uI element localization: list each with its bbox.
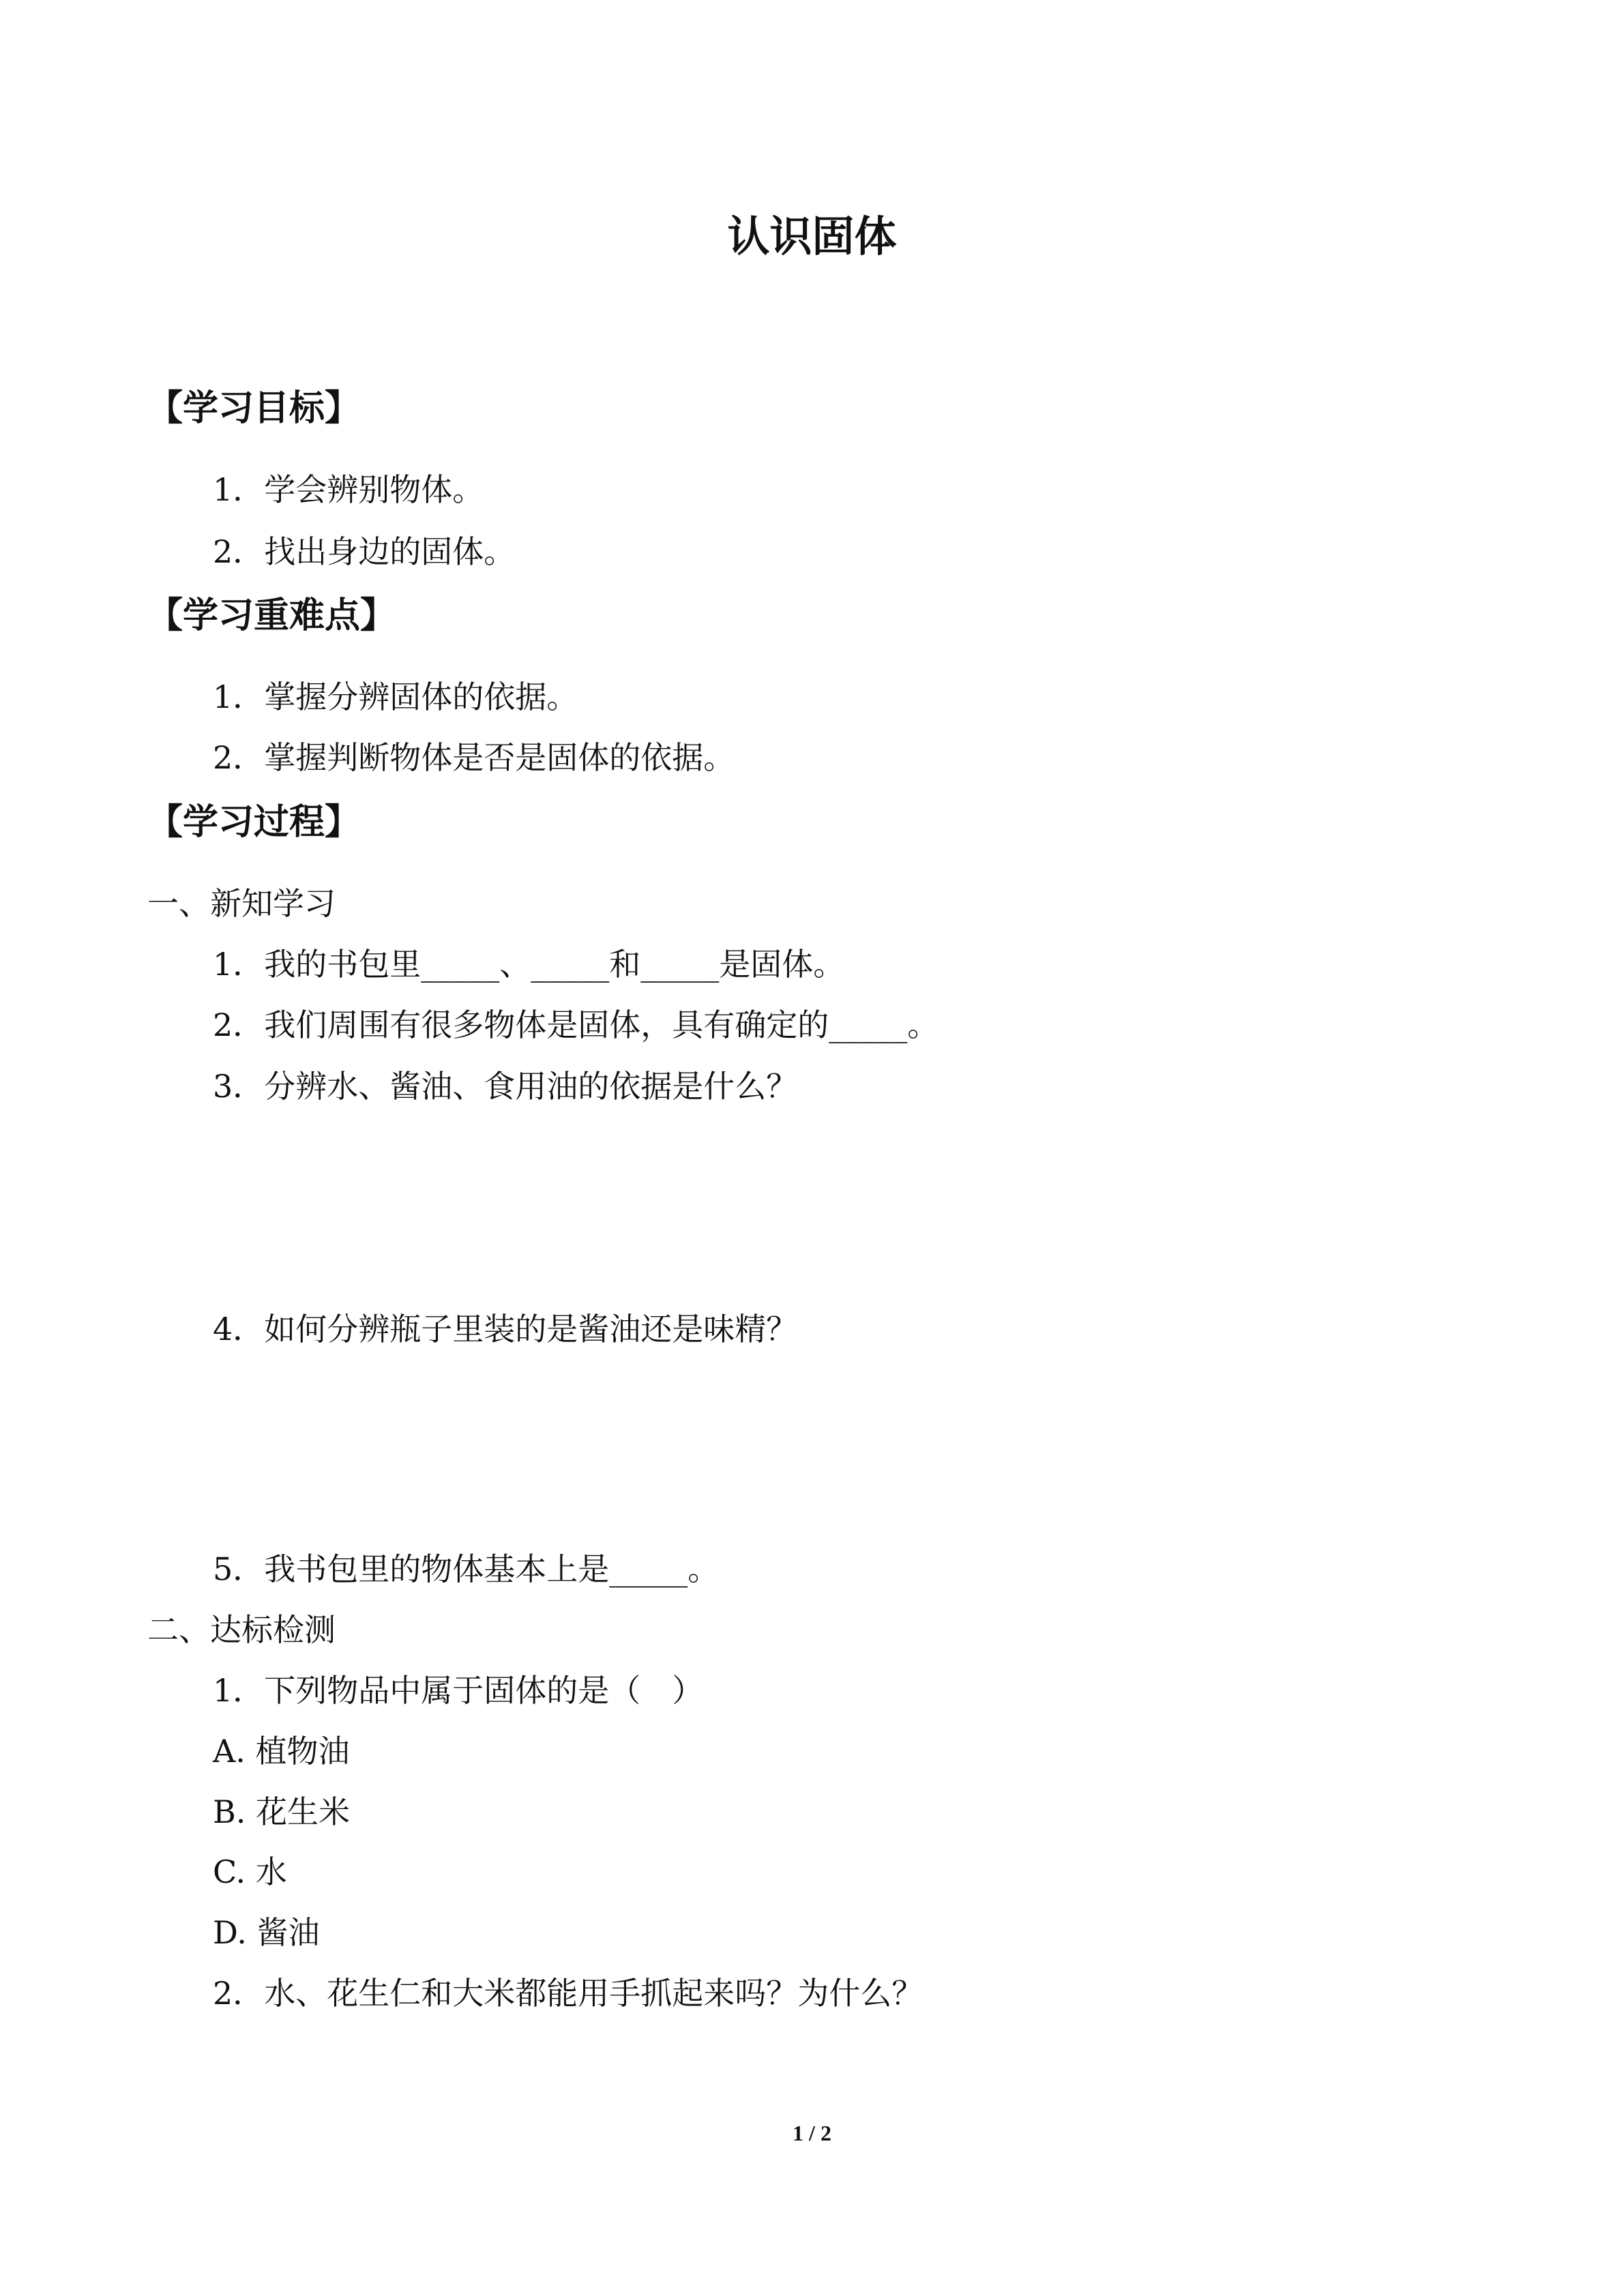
page-number: 1 / 2 xyxy=(793,2121,831,2145)
question-2: 2．水、花生仁和大米都能用手抓起来吗？为什么？ xyxy=(213,1975,924,2012)
question-fill-in-2: 2．我们周围有很多物体是固体，具有确定的_____。 xyxy=(213,1007,939,1043)
subsection-heading-assessment: 二、达标检测 xyxy=(147,1611,336,1648)
section-heading-goals: 【学习目标】 xyxy=(147,388,361,429)
section-heading-key-points: 【学习重难点】 xyxy=(147,595,396,636)
subsection-heading-new-learning: 一、新知学习 xyxy=(147,885,336,922)
question-fill-in-5: 5．我书包里的物体基本上是_____。 xyxy=(213,1551,720,1587)
goal-item-1: 1．学会辨别物体。 xyxy=(213,471,484,508)
key-point-item-1: 1．掌握分辨固体的依据。 xyxy=(213,679,578,715)
question-choice-1: 1．下列物品中属于固体的是（ ） xyxy=(213,1672,704,1709)
question-4: 4．如何分辨瓶子里装的是酱油还是味精？ xyxy=(213,1311,798,1347)
option-c: C. 水 xyxy=(213,1853,287,1890)
option-a: A. 植物油 xyxy=(213,1733,350,1770)
option-b: B. 花生米 xyxy=(213,1793,351,1830)
section-heading-process: 【学习过程】 xyxy=(147,802,361,843)
goal-item-2: 2．找出身边的固体。 xyxy=(213,533,516,570)
question-3: 3．分辨水、酱油、食用油的依据是什么？ xyxy=(213,1068,798,1105)
question-fill-in-1: 1．我的书包里_____、_____和_____是固体。 xyxy=(213,946,845,983)
key-point-item-2: 2．掌握判断物体是否是固体的依据。 xyxy=(213,739,735,776)
page-title: 认识固体 xyxy=(727,211,897,261)
option-d: D. 酱油 xyxy=(213,1914,320,1951)
